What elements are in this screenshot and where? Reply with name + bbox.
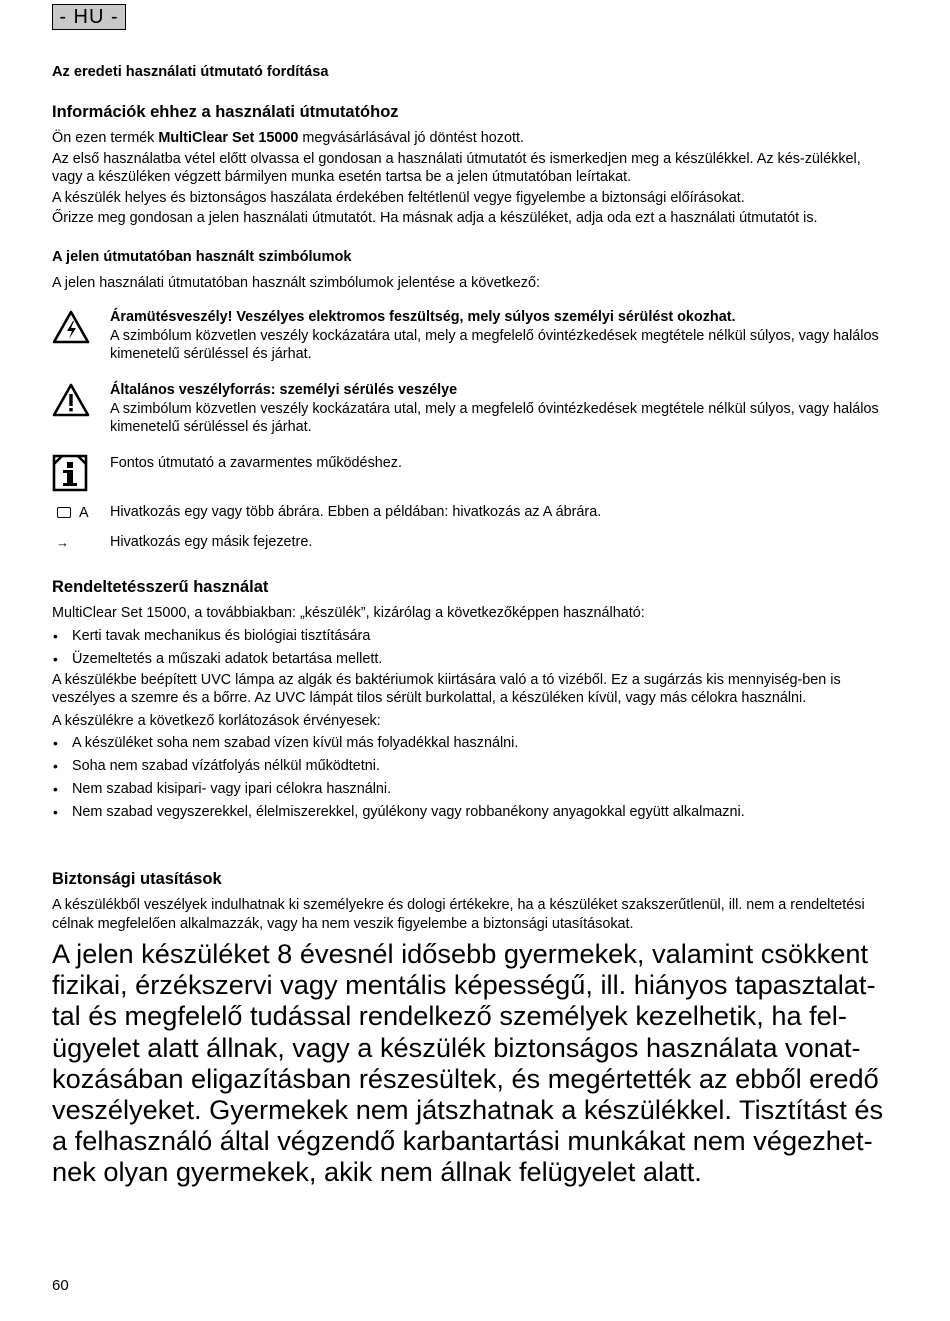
arrow-right-icon: → [56, 535, 69, 550]
safety-body [52, 896, 894, 933]
figure-reference-icon: A [57, 504, 89, 523]
list-item: • Üzemeltetés a műszaki adatok betartása mellett. [52, 650, 894, 669]
info-paragraph-2: Az első használatba vétel előtt olvassa el gondosan a használati útmutatót és ismerkedjen meg a készülékkel. Az kés-zülékkel, vagy a készüléken végzett bármilyen munka esetén tartsa be a jelen útmutatóban leírtakat. [52, 150, 861, 185]
list-item: • Kerti tavak mechanikus és biológiai tisztítására [52, 627, 894, 646]
children-warning-line: tal és megfelelő tudással rendelkező személyek kezelhetik, ha fel- [52, 1000, 847, 1032]
info-icon [52, 454, 88, 497]
general-warning-icon [52, 383, 90, 422]
restrictions-intro: A készülékre a következő korlátozások érvényesek: [52, 712, 381, 729]
intended-use-list [52, 627, 894, 669]
list-item: • Soha nem szabad vízátfolyás nélkül működtetni. [52, 757, 894, 776]
translation-subtitle: Az eredeti használati útmutató fordítása [52, 64, 329, 80]
safety-heading: Biztonsági utasítások [52, 870, 222, 888]
info-body [52, 129, 894, 228]
symbols-heading-wrap [52, 249, 894, 265]
page-number: 60 [52, 1277, 69, 1294]
chapter-reference-text: Hivatkozás egy másik fejezetre. [110, 534, 313, 550]
children-warning-line: fizikai, érzékszervi vagy mentális képességű, ill. hiányos tapasztalat- [52, 969, 876, 1001]
children-warning-line: ügyelet alatt állnak, vagy a készülék biztonságos használata vonat- [52, 1031, 861, 1063]
list-item: • Nem szabad kisipari- vagy ipari célokra használni. [52, 780, 894, 799]
uvc-paragraph: A készülékbe beépített UVC lámpa az algák és baktériumok kiirtására való a tó vizéből. Ez a sugárzás kis mennyiség-ben is veszélyes a szemre és a bőrre. Az UVC lámpát tilos sérült burkolattal, a készüléken kívül, vagy más célokra használni. [52, 671, 841, 706]
electric-shock-warning-icon [52, 310, 90, 349]
electric-title: Áramütésveszély! Veszélyes elektromos feszültség, mely súlyos személyi sérülést okozhat. [110, 309, 736, 325]
children-warning-line: nek olyan gyermekek, akik nem állnak felügyelet alatt. [52, 1156, 702, 1188]
children-warning [52, 938, 912, 1188]
figure-reference-text: Hivatkozás egy vagy több ábrára. Ebben a példában: hivatkozás az A ábrára. [110, 504, 602, 520]
info-paragraph-4: Őrizze meg gondosan a jelen használati útmutatót. Ha másnak adja a készüléket, adja oda ezt a használati útmutatót is. [52, 210, 818, 226]
symbols-heading: A jelen útmutatóban használt szimbólumok [52, 249, 352, 265]
info-section [52, 103, 894, 122]
symbols-intro-wrap [52, 274, 894, 293]
product-name: MultiClear Set 15000 [158, 130, 299, 146]
safety-heading-wrap [52, 870, 894, 889]
intended-use-intro: MultiClear Set 15000, a továbbiakban: „készülék”, kizárólag a következőképpen használható: [52, 605, 645, 621]
general-title: Általános veszélyforrás: személyi sérülés veszélye [110, 382, 458, 398]
safety-paragraph: A készülékből veszélyek indulhatnak ki személyekre és dologi értékekre, ha a készüléket szakszerűtlenül, ill. nem a rendeltetési célnak megfelelően alkalmazzák, vagy ha nem veszik figyelembe a biztonsági utasításokat. [52, 897, 865, 932]
language-badge: - HU - [52, 4, 126, 30]
intended-use-heading-wrap [52, 578, 894, 597]
electric-text: A szimbólum közvetlen veszély kockázatára utal, mely a megfelelő óvintézkedések megtétele nélkül súlyos, vagy halálos kimenetelű sérüléssel és járhat. [110, 327, 879, 362]
info-note-text: Fontos útmutató a zavarmentes működéshez. [110, 455, 402, 471]
restrictions-list [52, 734, 894, 822]
info-paragraph-1: Ön ezen termék MultiClear Set 15000 megvásárlásával jó döntést hozott. [52, 130, 524, 146]
info-heading: Információk ehhez a használati útmutatóhoz [52, 103, 399, 121]
intended-use-body [52, 604, 894, 826]
info-paragraph-3: A készülék helyes és biztonságos haszálata érdekében feltétlenül vegye figyelembe a biztonsági előírásokat. [52, 189, 745, 206]
intended-use-heading: Rendeltetésszerű használat [52, 578, 269, 596]
children-warning-line: kozásában eligazításban részesültek, és megértették az ebből eredő [52, 1062, 879, 1094]
list-item: • A készüléket soha nem szabad vízen kívül más folyadékkal használni. [52, 734, 894, 753]
children-warning-line: A jelen készüléket 8 évesnél idősebb gyermekek, valamint csökkent [52, 938, 869, 969]
general-text: A szimbólum közvetlen veszély kockázatára utal, mely a megfelelő óvintézkedések megtétele nélkül súlyos, vagy halálos kimenetelű sérüléssel és járhat. [110, 400, 879, 435]
symbols-intro: A jelen használati útmutatóban használt szimbólumok jelentése a következő: [52, 275, 540, 291]
children-warning-line: a felhasználó által végzendő karbantartási munkákat nem végezhet- [52, 1125, 873, 1157]
children-warning-line: veszélyeket. Gyermekek nem játszhatnak a készülékkel. Tisztítást és [52, 1094, 884, 1126]
list-item: • Nem szabad vegyszerekkel, élelmiszerekkel, gyúlékony vagy robbanékony anyagokkal együtt alkalmazni. [52, 803, 894, 822]
